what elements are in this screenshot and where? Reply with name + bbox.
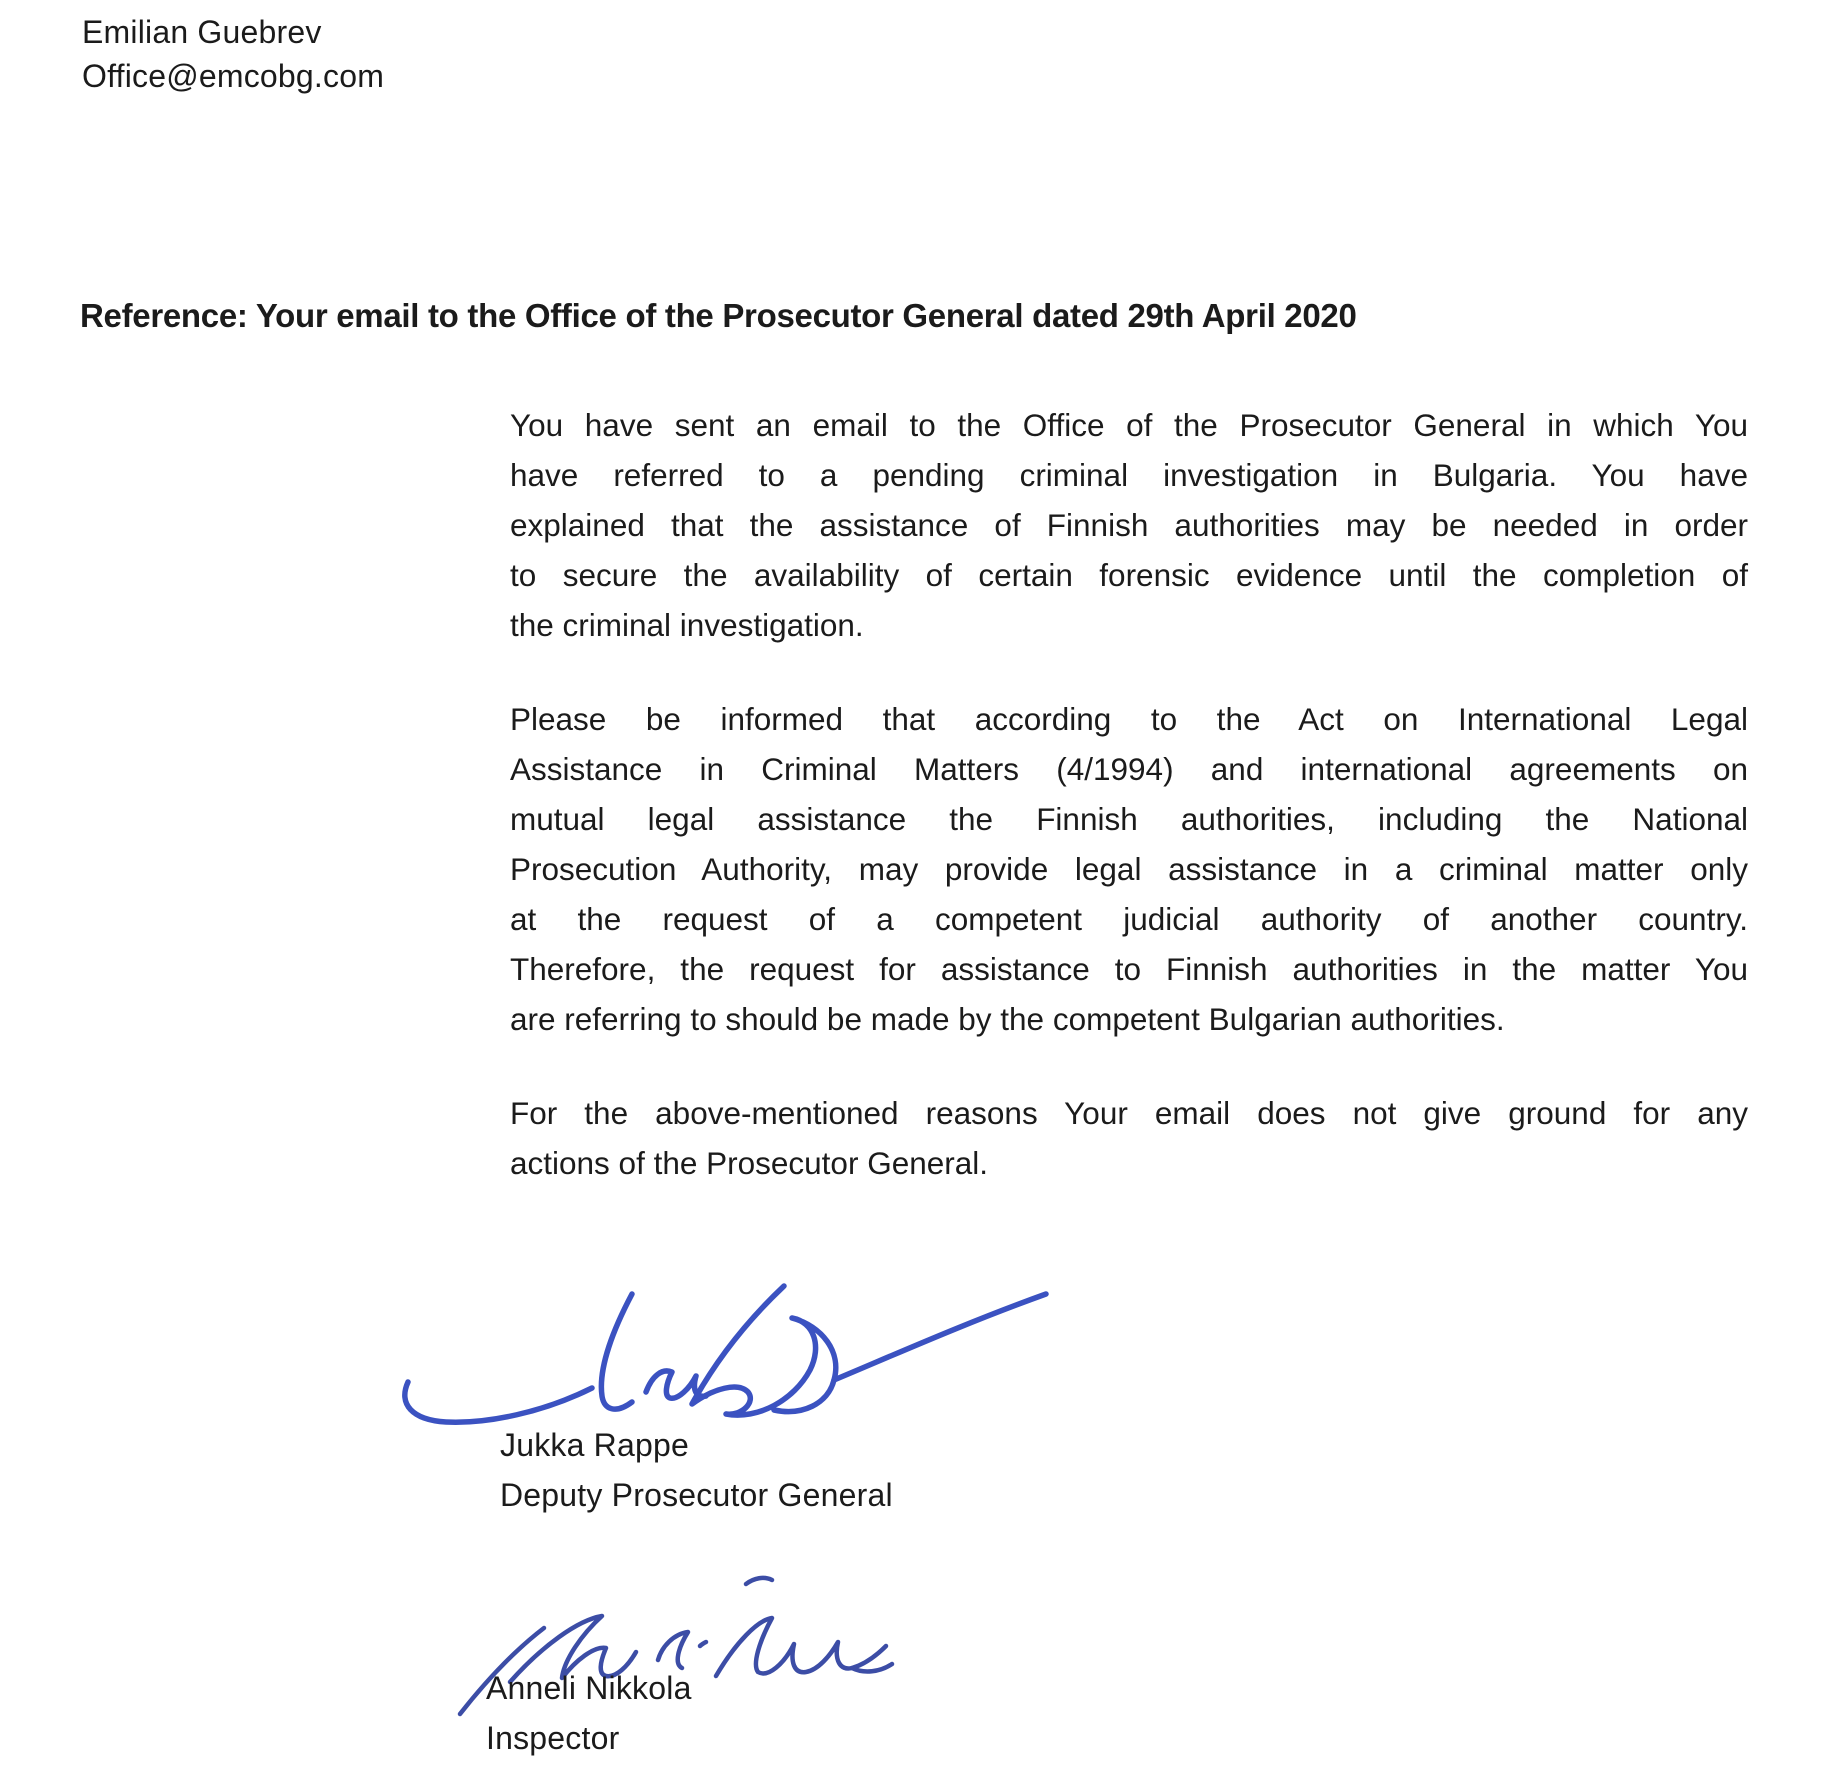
addressee-name: Emilian Guebrev [82, 14, 322, 50]
signatory-title: Deputy Prosecutor General [500, 1477, 893, 1513]
body-line: Please be informed that according to the Act on International Legal [510, 701, 1748, 737]
body-line: explained that the assistance of Finnish authorities may be needed in order [510, 507, 1748, 543]
paragraph [510, 400, 1748, 650]
body-line: Assistance in Criminal Matters (4/1994) and international agreements on [510, 751, 1748, 787]
signatory-name: Jukka Rappe [500, 1427, 689, 1463]
body-line: actions of the Prosecutor General. [510, 1145, 989, 1181]
addressee-email: Office@emcobg.com [82, 58, 385, 94]
body-line: are referring to should be made by the competent Bulgarian authorities. [510, 1001, 1505, 1037]
signatory-block [500, 1420, 893, 1520]
body-line: You have sent an email to the Office of the Prosecutor General in which You [510, 407, 1748, 443]
body-line: have referred to a pending criminal investigation in Bulgaria. You have [510, 457, 1748, 493]
signatory-block [486, 1663, 692, 1763]
body-line: Prosecution Authority, may provide legal assistance in a criminal matter only [510, 851, 1748, 887]
body-line: at the request of a competent judicial authority of another country. [510, 901, 1748, 937]
body-line: to secure the availability of certain forensic evidence until the completion of [510, 557, 1748, 593]
signatory-name: Anneli Nikkola [486, 1670, 692, 1706]
body-line: mutual legal assistance the Finnish authorities, including the National [510, 801, 1748, 837]
letter-body [510, 400, 1748, 1232]
body-line: Therefore, the request for assistance to Finnish authorities in the matter You [510, 951, 1748, 987]
body-line: the criminal investigation. [510, 607, 864, 643]
body-line: For the above-mentioned reasons Your email does not give ground for any [510, 1095, 1748, 1131]
signatory-title: Inspector [486, 1720, 620, 1756]
paragraph [510, 694, 1748, 1044]
reference-line: Reference: Your email to the Office of the Prosecutor General dated 29th April 2020 [80, 297, 1357, 334]
addressee-block [82, 10, 384, 98]
paragraph [510, 1088, 1748, 1188]
